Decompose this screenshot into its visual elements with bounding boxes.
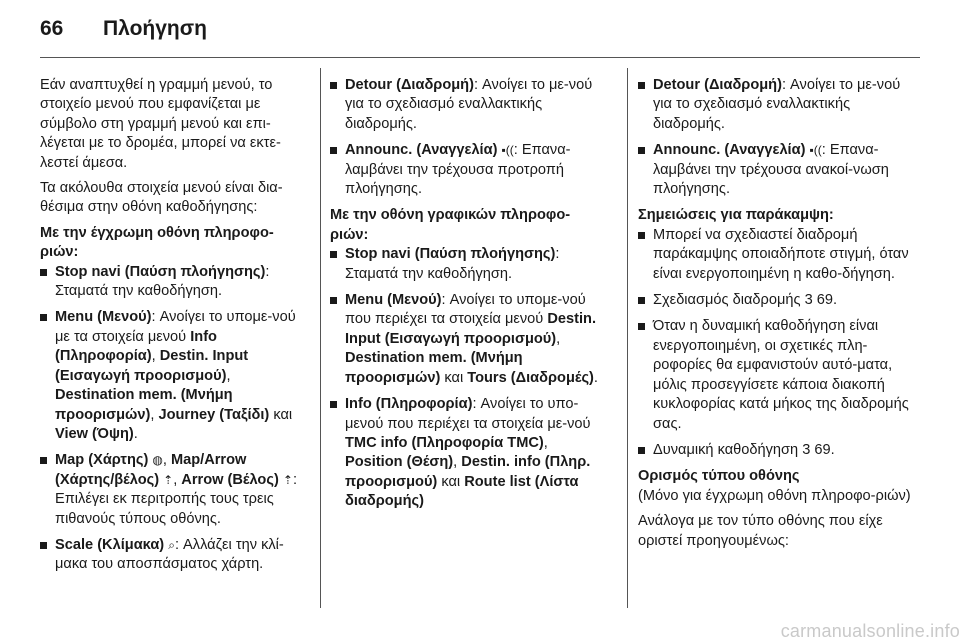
separator: , — [150, 406, 159, 423]
list-item-menu — [330, 291, 608, 388]
item-desc: : Ανοίγει το υπομε-νού που περιέχει τα στοιχεία μενού — [345, 292, 586, 328]
item-desc: : Ανοίγει το με-νού για το σχεδιασμό εναλλακτικής διαδρομής. — [345, 77, 593, 132]
list-item-announc — [638, 141, 918, 199]
separator: , — [173, 471, 182, 488]
intro-paragraph: Εάν αναπτυχθεί η γραμμή μενού, το στοιχείο μενού που εμφανίζεται με σύμβολο στη γραμμή μενού και επι-λέγεται με το δρομέα, μπορεί να εκτε-λεστεί άμεσα. — [40, 77, 281, 171]
list-item-info — [330, 395, 608, 511]
list-item-map-views — [40, 451, 308, 529]
item-term: Announc. (Αναγγελία) — [345, 142, 498, 159]
separator: , — [162, 452, 171, 469]
item-term: Stop navi (Παύση πλοήγησης) — [345, 246, 556, 263]
color-display-heading: Με την έγχρωμη οθόνη πληροφο-ριών: — [40, 224, 274, 261]
available-items-paragraph: Τα ακόλουθα στοιχεία μενού είναι δια-θέσιμα στην οθόνη καθοδήγησης: — [40, 180, 283, 216]
list-item-note — [638, 441, 918, 460]
item-desc: Σχεδιασμός διαδρομής — [653, 292, 801, 309]
item-term: View (Όψη) — [55, 425, 134, 442]
column-1 — [40, 76, 308, 582]
list-item-menu — [40, 308, 308, 444]
item-term: Route list (Λίστα διαδρομής) — [345, 473, 579, 510]
item-term: Announc. (Αναγγελία) — [653, 142, 806, 159]
column-2 — [330, 76, 608, 519]
item-term: Destination mem. (Μνήμη προορισμών) — [55, 387, 233, 423]
watermark: carmanualsonline.info — [780, 621, 960, 641]
item-term: Scale (Κλίμακα) — [55, 536, 165, 553]
display-type-paragraph: Ανάλογα με τον τύπο οθόνης που είχε οριστεί προηγουμένως: — [638, 513, 883, 549]
item-desc: : Σταματά την καθοδήγηση. — [55, 263, 270, 300]
list-item-stop-navi — [40, 263, 308, 302]
map-icon: ◍ — [152, 453, 163, 468]
item-term: Destin. Input (Εισαγωγή προορισμού) — [345, 311, 596, 347]
graphic-display-heading: Με την οθόνη γραφικών πληροφο-ριών: — [330, 207, 571, 243]
column-divider-1 — [320, 68, 321, 608]
item-term: Map (Χάρτης) — [55, 452, 149, 469]
list-item-detour — [638, 76, 918, 134]
item-desc: : Σταματά την καθοδήγηση. — [345, 246, 560, 282]
list-item-note: Μπορεί να σχεδιαστεί διαδρομή παράκαμψης οποιαδήποτε στιγμή, όταν είναι ενεργοποιημένη η καθο-δήγηση. — [638, 226, 918, 284]
item-term: TMC info (Πληροφορία TMC) — [345, 434, 544, 451]
list-item-stop-navi — [330, 245, 608, 284]
item-desc: : Αλλάζει την κλί-μακα του αποσπάσματος χάρτη. — [55, 536, 284, 573]
conjunction: και — [437, 473, 465, 490]
item-desc: : Ανοίγει το υπομε-νού με τα στοιχεία μενού — [55, 309, 296, 345]
item-desc: : Ανοίγει το υπο-μενού που περιέχει τα στοιχεία με-νού — [345, 396, 591, 432]
item-term: Detour (Διαδρομή) — [345, 77, 474, 93]
display-type-heading: Ορισμός τύπου οθόνης — [638, 468, 800, 485]
list-item-scale — [40, 536, 308, 575]
item-desc: Δυναμική καθοδήγηση — [653, 441, 799, 458]
separator: , — [543, 434, 548, 451]
page-title: Πλοήγηση — [103, 17, 207, 40]
item-term: Menu (Μενού) — [345, 292, 442, 309]
separator: , — [226, 367, 231, 384]
item-term: Position (Θέση) — [345, 454, 454, 471]
item-term: Menu (Μενού) — [55, 309, 152, 326]
page-reference: 3 69. — [804, 292, 838, 309]
page-number: 66 — [40, 17, 64, 40]
list-item-announc — [330, 141, 608, 199]
item-term: Stop navi (Παύση πλοήγησης) — [55, 263, 266, 280]
display-type-note: (Μόνο για έγχρωμη οθόνη πληροφο-ριών) — [638, 487, 911, 504]
separator: , — [453, 454, 462, 471]
zoom-icon: ⌕ — [168, 537, 175, 552]
punctuation: . — [593, 369, 598, 386]
item-term: Info (Πληροφορία) — [345, 396, 473, 413]
item-term: Destin. info (Πληρ. προορισμού) — [345, 454, 591, 490]
item-desc: : Επιλέγει εκ περιτροπής τους τρεις πιθανούς τύπους οθόνης. — [55, 471, 297, 527]
separator: , — [151, 348, 160, 365]
separator: , — [556, 330, 561, 347]
speaker-icon: ▪(( — [809, 143, 822, 158]
item-term: Info (Πληροφορία) — [55, 328, 217, 365]
item-term: Map/Arrow (Χάρτης/βέλος) — [55, 452, 247, 488]
map-arrow-icon: ⇡ — [163, 472, 174, 487]
page-reference: 3 69. — [802, 441, 835, 458]
item-term: Tours (Διαδρομές) — [467, 369, 594, 386]
header-divider — [40, 57, 920, 58]
detour-notes-heading: Σημειώσεις για παράκαμψη: — [638, 207, 834, 224]
item-desc: : Επανα-λαμβάνει την τρέχουσα προτροπή πλοήγησης. — [345, 142, 571, 198]
item-term: Detour (Διαδρομή) — [653, 77, 782, 93]
arrow-icon: ⇡ — [282, 472, 293, 487]
item-term: Destin. Input (Εισαγωγή προορισμού) — [55, 348, 249, 384]
item-term: Arrow (Βέλος) — [181, 471, 279, 488]
item-term: Journey (Ταξίδι) — [158, 406, 270, 423]
speaker-icon: ▪(( — [501, 143, 514, 158]
column-3 — [638, 76, 918, 557]
item-desc: : Επανα-λαμβάνει την τρέχουσα ανακοί-νωση πλοήγησης. — [653, 142, 889, 198]
conjunction: και — [269, 406, 293, 423]
column-divider-2 — [627, 68, 628, 608]
list-item-note — [638, 291, 918, 310]
page-header — [0, 0, 960, 58]
item-term: Destination mem. (Μνήμη προορισμών) — [345, 350, 523, 386]
item-desc: : Ανοίγει το με-νού για το σχεδιασμό εναλλακτικής διαδρομής. — [653, 77, 901, 132]
list-item-detour — [330, 76, 608, 134]
conjunction: και — [440, 369, 468, 386]
list-item-note: Όταν η δυναμική καθοδήγηση είναι ενεργοποιημένη, οι σχετικές πλη-ροφορίες θα εμφανιστούν αυτό-ματα, μόλις προσεγγίσετε κάποια διακοπή κυκλοφορίας κατά μήκος της διαδρομής σας. — [638, 317, 918, 433]
punctuation: . — [133, 425, 138, 442]
